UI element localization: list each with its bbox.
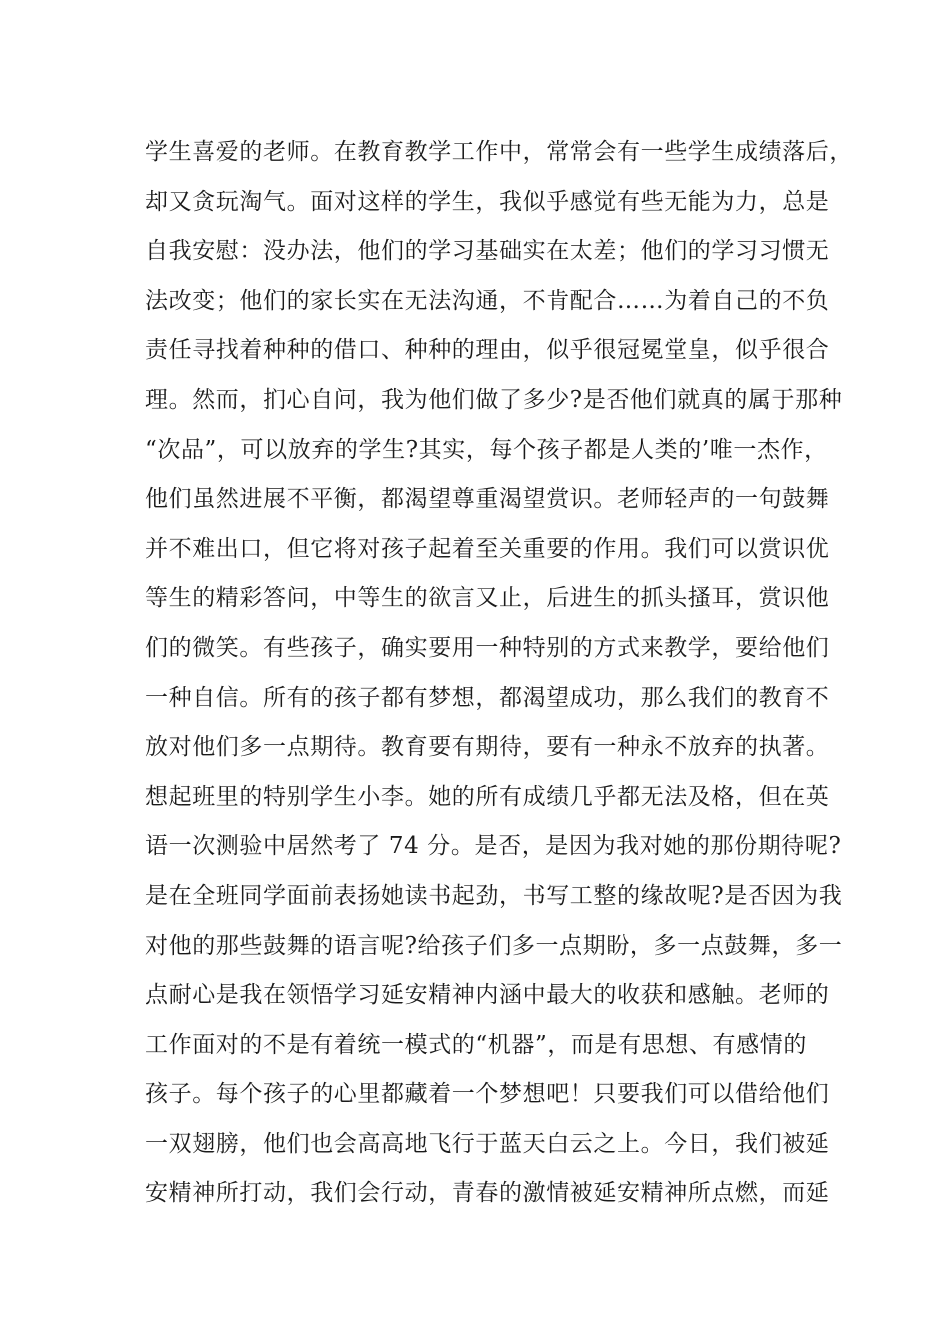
text-line: 工作面对的不是有着统一模式的“机器”，而是有思想、有感情的: [145, 1031, 807, 1058]
text-line: 放对他们多一点期待。教育要有期待，要有一种永不放弃的执著。: [145, 734, 830, 761]
text-line: 责任寻找着种种的借口、种种的理由，似乎很冠冕堂皇，似乎很合: [145, 337, 830, 364]
text-line: 等生的精彩答问，中等生的欲言又止，后进生的抓头搔耳，赏识他: [145, 585, 830, 612]
text-line: 是在全班同学面前表扬她读书起劲，书写工整的缘故呢?是否因为我: [145, 882, 843, 909]
body-text: [145, 128, 853, 1219]
text-line: 并不难出口，但它将对孩子起着至关重要的作用。我们可以赏识优: [145, 535, 830, 562]
text-line: 们的微笑。有些孩子，确实要用一种特别的方式来教学，要给他们: [145, 634, 830, 661]
text-line: 理。然而，扪心自问，我为他们做了多少?是否他们就真的属于那种: [145, 386, 843, 413]
text-line: 法改变；他们的家长实在无法沟通，不肯配合……为着自己的不负: [145, 287, 830, 314]
text-line: 却又贪玩淘气。面对这样的学生，我似乎感觉有些无能为力，总是: [145, 188, 830, 215]
text-line: 一种自信。所有的孩子都有梦想，都渴望成功，那么我们的教育不: [145, 684, 830, 711]
text-line: 一双翅膀，他们也会高高地飞行于蓝天白云之上。今日，我们被延: [145, 1130, 830, 1157]
text-line: 想起班里的特别学生小李。她的所有成绩几乎都无法及格，但在英: [145, 783, 830, 810]
text-line: 对他的那些鼓舞的语言呢?给孩子们多一点期盼，多一点鼓舞，多一: [145, 932, 843, 959]
text-line: 语一次测验中居然考了 74 分。是否，是因为我对她的那份期待呢?: [145, 833, 842, 860]
text-line: 安精神所打动，我们会行动，青春的激情被延安精神所点燃，而延: [145, 1180, 830, 1207]
text-line: 学生喜爱的老师。在教育教学工作中，常常会有一些学生成绩落后，: [145, 139, 853, 165]
text-line: 他们虽然进展不平衡，都渴望尊重渴望赏识。老师轻声的一句鼓舞: [145, 486, 830, 513]
text-line: 自我安慰：没办法，他们的学习基础实在太差；他们的学习习惯无: [145, 238, 830, 265]
text-line: “次品”，可以放弃的学生?其实，每个孩子都是人类的’唯一杰作，: [145, 436, 828, 463]
text-line: 孩子。每个孩子的心里都藏着一个梦想吧！只要我们可以借给他们: [145, 1081, 830, 1108]
text-line: 点耐心是我在领悟学习延安精神内涵中最大的收获和感触。老师的: [145, 982, 830, 1009]
